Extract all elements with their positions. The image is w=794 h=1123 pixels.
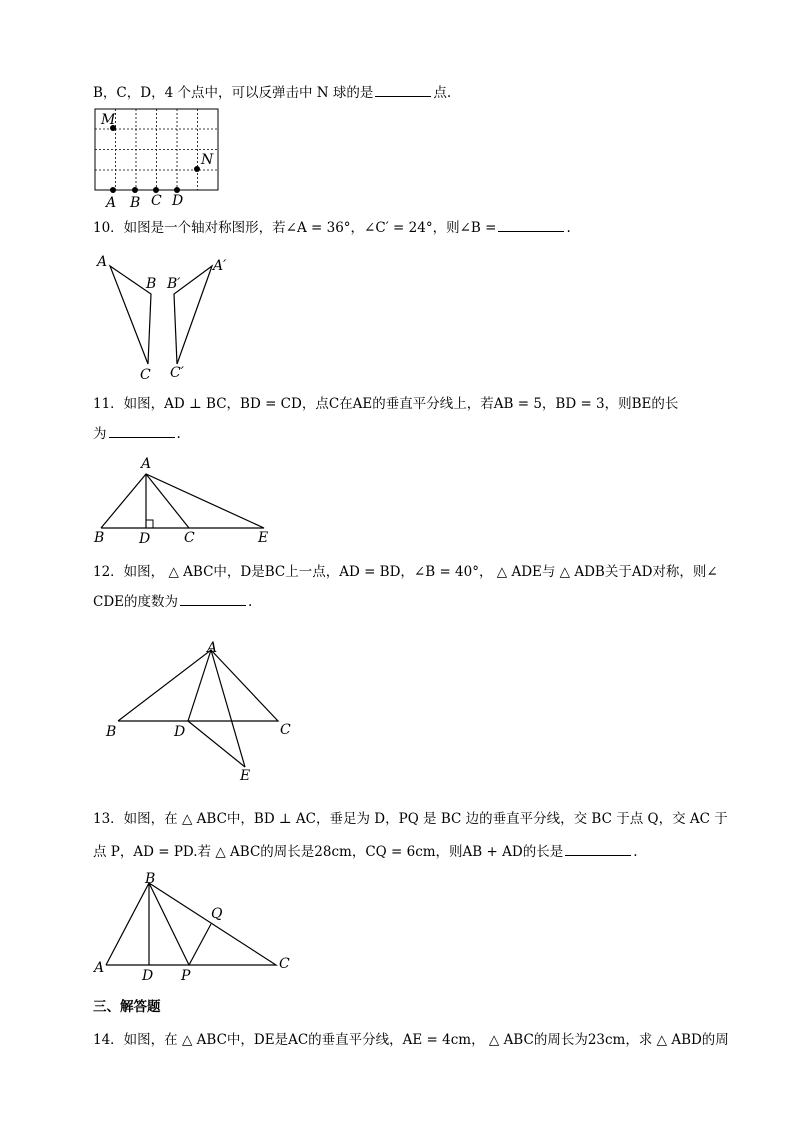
question-9-figure [92, 106, 222, 211]
label-d: D [174, 724, 186, 740]
question-10-suffix: . [566, 220, 571, 236]
question-12-stem: 12．如图， △ ABC中，D是BC上一点，AD = BD，∠B = 40°， △ ADE与 △ ADB关于AD对称，则∠ [93, 564, 718, 580]
question-12-line-1 [93, 563, 718, 581]
triangle-abc [110, 266, 151, 364]
label-a: A [106, 195, 117, 211]
section-title: 三、解答题 [93, 999, 161, 1015]
label-b: B [94, 530, 105, 546]
answer-blank-12[interactable] [180, 593, 246, 606]
question-13-stem: 13．如图，在 △ ABC中，BD ⊥ AC，垂足为 D，PQ 是 BC 边的垂直平分线，交 BC 于点 Q，交 AC 于 [93, 811, 728, 827]
point-a [110, 187, 116, 193]
segment-de [188, 721, 245, 767]
question-11-suffix: . [176, 426, 181, 442]
label-c: C [140, 367, 151, 383]
segment-ad [188, 650, 211, 721]
point-n [194, 166, 200, 172]
question-12-prefix: CDE的度数为 [93, 594, 179, 610]
label-c: C [184, 530, 195, 546]
label-q: Q [211, 906, 223, 922]
section-heading [93, 998, 161, 1016]
triangle-abc [118, 650, 278, 721]
question-10-text [93, 219, 571, 237]
label-d: D [172, 193, 184, 209]
label-d: D [142, 968, 154, 984]
label-b-prime: B′ [167, 276, 181, 292]
label-d: D [139, 531, 151, 547]
question-12-suffix: . [248, 594, 253, 610]
answer-blank-13[interactable] [565, 843, 631, 856]
label-c-prime: C′ [170, 365, 184, 381]
segment-pq [189, 924, 211, 965]
label-a: A [94, 960, 105, 976]
right-angle-mark [146, 520, 153, 528]
question-13-figure [92, 868, 302, 984]
question-13-suffix: . [633, 844, 638, 860]
question-13-stem-2: 点 P，AD = PD.若 △ ABC的周长是28cm，CQ = 6cm，则AB + AD的长是 [93, 844, 564, 860]
question-9-stem: B，C，D，4 个点中，可以反弹击中 N 球的是 [93, 85, 374, 101]
label-a: A [207, 640, 218, 656]
question-11-line-2 [93, 425, 181, 443]
label-e: E [240, 768, 251, 784]
question-11-stem: 11．如图，AD ⊥ BC，BD = CD，点C在AE的垂直平分线上，若AB = 5，BD = 3，则BE的长 [93, 396, 679, 412]
label-m: M [101, 112, 116, 128]
answer-blank-10[interactable] [498, 219, 564, 232]
label-c: C [280, 722, 291, 738]
label-a: A [97, 254, 108, 270]
point-b [132, 187, 138, 193]
question-10-stem: 10．如图是一个轴对称图形，若∠A = 36°，∠C′ = 24°，则∠B = [93, 220, 497, 236]
question-9-text [93, 84, 451, 102]
label-c: C [151, 193, 162, 209]
question-11-figure [92, 454, 282, 547]
question-11-line-1 [93, 395, 678, 413]
question-14-stem: 14．如图，在 △ ABC中，DE是AC的垂直平分线，AE = 4cm， △ ABC的周长为23cm，求 △ ABD的周 [93, 1032, 729, 1048]
question-9-suffix: 点. [433, 85, 452, 101]
triangle-abc [106, 883, 276, 965]
answer-blank-11[interactable] [109, 425, 175, 438]
label-b: B [146, 276, 157, 292]
label-n: N [201, 152, 214, 168]
label-a: A [141, 456, 152, 472]
label-b: B [145, 871, 156, 887]
question-13-line-1 [93, 810, 728, 828]
label-p: P [181, 968, 191, 984]
label-a-prime: A′ [213, 258, 227, 274]
question-14-line-1 [93, 1031, 729, 1049]
label-c: C [279, 956, 290, 972]
label-b: B [130, 195, 141, 211]
question-13-line-2 [93, 843, 638, 861]
question-11-prefix: 为 [93, 426, 107, 442]
label-b: B [106, 724, 117, 740]
question-12-figure [104, 638, 304, 788]
label-e: E [258, 530, 269, 546]
question-10-figure [95, 252, 245, 382]
answer-blank-9[interactable] [375, 84, 431, 97]
question-12-line-2 [93, 593, 252, 611]
